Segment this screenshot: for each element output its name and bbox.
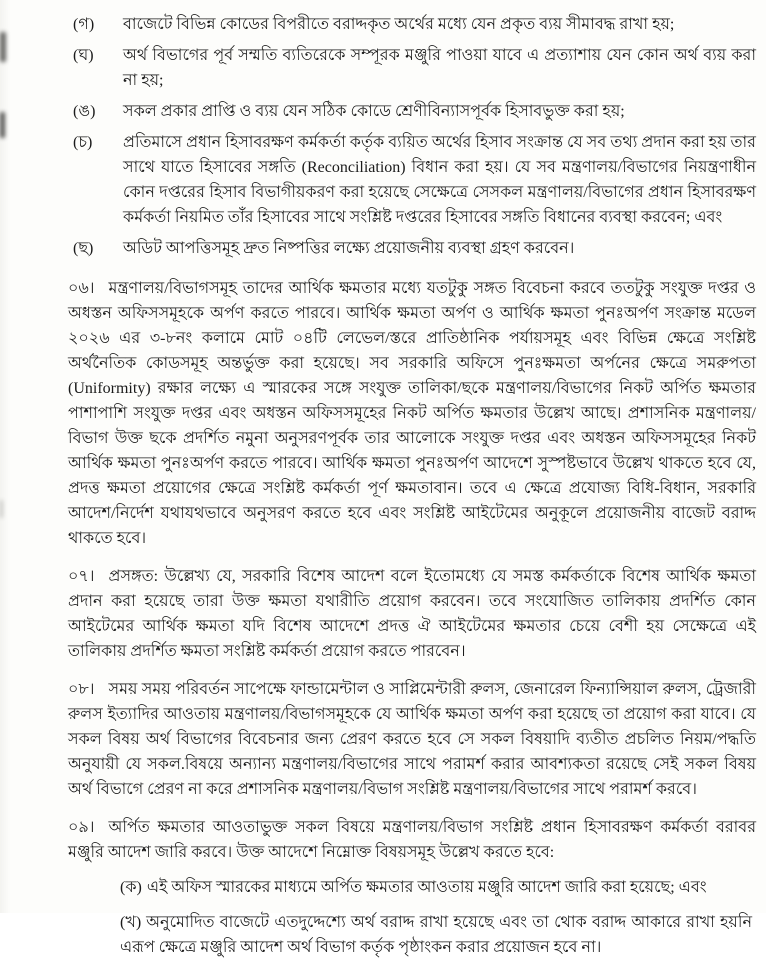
paragraph-09 [68,815,756,865]
scan-smudge [0,112,5,138]
paragraph-number: ০৬। [68,280,95,297]
clause-uma [73,99,756,124]
paragraph-08 [68,677,756,802]
clause-text: অর্থ বিভাগের পূর্ব সম্মতি ব্যতিরেকে সম্পূরক মঞ্জুরি পাওয়া যাবে এ প্রত্যাশায় যেন কোন অর্থ ব্যয় করা না হয়; [123,47,756,89]
paragraph-text: মন্ত্রণালয়/বিভাগসমূহ তাদের আর্থিক ক্ষমতার মধ্যে যতটুকু সঙ্গত বিবেচনা করবে ততটুকু সংযুক্ত দপ্তর ও অধস্তন অফিসসমূহকে অর্পণ করতে পারবে। আর্থিক ক্ষমতা অর্পণ ও আর্থিক ক্ষমতা পুনঃঅর্পণ সংক্রান্ত মডেল ২০২৬ এর ৩-৮নং কলামে মোট ০৪টি লেভেল/স্তরে প্রাতিষ্ঠানিক পর্যায়সমূহ এবং বিভিন্ন ক্ষেত্রে সংশ্লিষ্ট অর্থনৈতিক কোডসমূহ অন্তর্ভুক্ত করা হয়েছে। সব সরকারি অফিসে পুনঃক্ষমতা অর্পনের ক্ষেত্রে সমরুপতা (Uniformity) রক্ষার লক্ষ্যে এ স্মারকের সঙ্গে সংযুক্ত তালিকা/ছকে মন্ত্রণালয়/বিভাগের নিকট অর্পিত ক্ষমতার পাশাপাশি সংযুক্ত দপ্তর এবং অধস্তন অফিসসমূহের নিকট অর্পিত ক্ষমতার উল্লেখ আছে। প্রশাসনিক মন্ত্রণালয়/বিভাগ উক্ত ছকে প্রদর্শিত নমুনা অনুসরণপূর্বক তার আলোকে সংযুক্ত দপ্তর এবং অধস্তন অফিসসমূহের নিকট আর্থিক ক্ষমতা পুনঃঅর্পণ করতে পারবে। আর্থিক ক্ষমতা পুনঃঅর্পণ আদেশে সুস্পষ্টভাবে উল্লেখ থাকতে হবে যে, প্রদত্ত ক্ষমতা প্রয়োগের ক্ষেত্রে সংশ্লিষ্ট কর্মকর্তা পূর্ণ ক্ষমতাবান। তবে এ ক্ষেত্রে প্রযোজ্য বিধি-বিধান, সরকারি আদেশ/নির্দেশ যথাযথভাবে অনুসরণ করতে হবে এবং সংশ্লিষ্ট আইটেমের অনুকূলে প্রয়োজনীয় বাজেট বরাদ্দ থাকতে হবে। [68,280,756,547]
clause-gha [73,43,756,93]
paragraph-text: সময় সময় পরিবর্তন সাপেক্ষে ফান্ডামেন্টাল ও সাপ্লিমেন্টারী রুলস, জেনারেল ফিন্যান্সিয়াল রুলস, ট্রেজারী রুলস ইত্যাদির আওতায় মন্ত্রণালয়/বিভাগসমূহকে যে আর্থিক ক্ষমতা অর্পণ করা হয়েছে তা প্রয়োগ করা যাবে। যে সকল বিষয় অর্থ বিভাগের বিবেচনার জন্য প্রেরণ করতে হবে সে সকল বিষয়াদি ব্যতীত প্রচলিত নিয়ম/পদ্ধতি অনুযায়ী যে সকল.বিষয়ে অন্যান্য মন্ত্রণালয়/বিভাগের সাথে পরামর্শ করার আবশ্যকতা রয়েছে সেই সকল বিষয় অর্থ বিভাগে প্রেরণ না করে প্রশাসনিক মন্ত্রণালয়/বিভাগ সংশ্লিষ্ট মন্ত্রণালয়/বিভাগের সাথে পরামর্শ করবে। [68,681,756,798]
clause-ga [73,12,756,37]
clause-label: (ঙ) [73,103,96,120]
paragraph-number: ০৭। [68,568,95,585]
subclause-label: (খ) [120,914,142,931]
subclause-kha [120,910,752,960]
paragraph-07 [68,564,756,664]
subclause-text: এই অফিস স্মারকের মাধ্যমে অর্পিত ক্ষমতার আওতায় মঞ্জুরি আদেশ জারি করা হয়েছে; এবং [146,879,707,896]
clause-text: বাজেটে বিভিন্ন কোডের বিপরীতে বরাদ্দকৃত অর্থের মধ্যে যেন প্রকৃত ব্যয় সীমাবদ্ধ রাখা হয়; [123,16,675,33]
subclause-text: অনুমোদিত বাজেটে এতদুদ্দেশ্যে অর্থ বরাদ্দ রাখা হয়েছে এবং তা থোক বরাদ্দ আকারে রাখা হয়নি এরূপ ক্ষেত্রে মঞ্জুরি আদেশ অর্থ বিভাগ কর্তৃক পৃষ্ঠাংকন করার প্রয়োজন হবে না। [120,914,752,956]
scan-smudge [0,500,3,518]
clause-label: (গ) [73,16,95,33]
paragraph-text: অর্পিত ক্ষমতার আওতাভুক্ত সকল বিষয়ে মন্ত্রণালয়/বিভাগ সংশ্লিষ্ট প্রধান হিসাবরক্ষণ কর্মকর্তা বরাবর মঞ্জুরি আদেশ জারি করবে। উক্ত আদেশে নিম্নোক্ত বিষয়সমূহ উল্লেখ করতে হবে: [68,819,756,861]
paragraph-text: প্রসঙ্গত: উল্লেখ্য যে, সরকারি বিশেষ আদেশ বলে ইতোমধ্যে যে সমস্ত কর্মকর্তাকে বিশেষ আর্থিক ক্ষমতা প্রদান করা হয়েছে তারা উক্ত ক্ষমতা যথারীতি প্রয়োগ করবেন। তবে সংযোজিত তালিকায় প্রদর্শিত কোন আইটেমের আর্থিক ক্ষমতা যদি বিশেষ আদেশে প্রদত্ত ঐ আইটেমের ক্ষমতার চেয়ে বেশী হয় সেক্ষেত্রে এই তালিকায় প্রদর্শিত ক্ষমতা সংশ্লিষ্ট কর্মকর্তা প্রয়োগ করতে পারবেন। [68,568,756,660]
scan-smudge [0,32,6,62]
subclause-label: (ক) [120,879,142,896]
paragraph-number: ০৮। [68,681,95,698]
clause-label: (চ) [73,134,93,151]
clause-chha [73,236,756,261]
paragraph-number: ০৯। [68,819,95,836]
clause-text: প্রতিমাসে প্রধান হিসাবরক্ষণ কর্মকর্তা কর্তৃক ব্যয়িত অর্থের হিসাব সংক্রান্ত যে সব তথ্য প্রদান করা হয় তার সাথে যাতে হিসাবের সঙ্গতি (Reconciliation) বিধান করা হয়। যে সব মন্ত্রণালয়/বিভাগের নিয়ন্ত্রণাধীন কোন দপ্তরের হিসাব বিভাগীয়করণ করা হয়েছে সেক্ষেত্রে সেসকল মন্ত্রণালয়/বিভাগের প্রধান হিসাবরক্ষণ কর্মকর্তা নিয়মিত তাঁর হিসাবের সাথে সংশ্লিষ্ট দপ্তরের হিসাবের সঙ্গতি বিধানের ব্যবস্থা করবেন; এবং [123,134,756,226]
clause-cha [73,130,756,230]
paragraph-06 [68,276,756,551]
clause-text: অডিট আপত্তিসমূহ দ্রুত নিষ্পত্তির লক্ষ্যে প্রয়োজনীয় ব্যবস্থা গ্রহণ করবেন। [123,240,575,257]
clause-label: (ঘ) [73,47,94,64]
subclause-ka [120,875,752,900]
clause-label: (ছ) [73,240,94,257]
clause-text: সকল প্রকার প্রাপ্তি ও ব্যয় যেন সঠিক কোডে শ্রেণীবিন্যাসপূর্বক হিসাবভুক্ত করা হয়; [123,103,625,120]
